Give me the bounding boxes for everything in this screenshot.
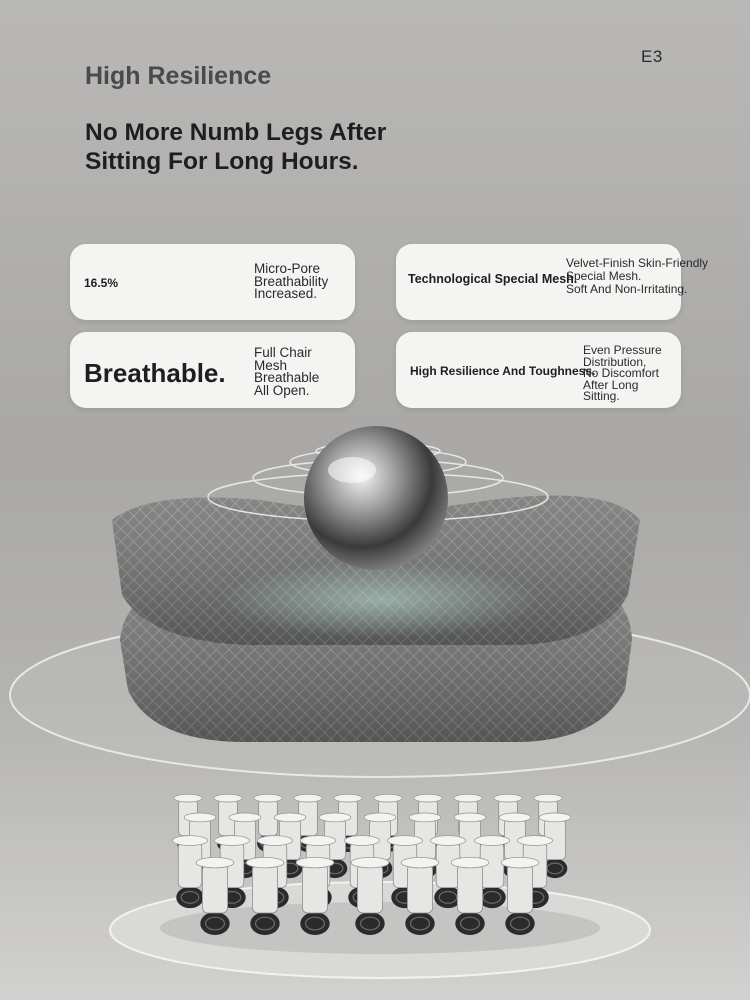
feature-description-line: Micro-Pore xyxy=(254,261,321,276)
feature-description-line: Full Chair xyxy=(254,345,312,360)
feature-description-line: Distribution, xyxy=(583,354,647,369)
feature-key: 16.5% xyxy=(84,276,119,290)
feature-description-line: Velvet-Finish Skin-Friendly xyxy=(566,256,709,270)
feature-key: High Resilience And Toughness. xyxy=(410,364,596,378)
feature-key: Breathable. xyxy=(84,358,226,388)
feature-description xyxy=(254,263,328,301)
feature-description-line: Breathable xyxy=(254,370,320,385)
feature-key: Technological Special Mesh. xyxy=(408,272,578,286)
section-subtitle: High Resilience xyxy=(85,62,272,90)
feature-card-breathable xyxy=(70,332,355,408)
product-illustration xyxy=(0,420,750,1000)
feature-description xyxy=(583,345,662,403)
feature-description-line: All Open. xyxy=(254,382,310,398)
feature-card-breathability xyxy=(70,244,355,320)
feature-description-line: Special Mesh. xyxy=(566,269,642,283)
feature-description-line: Mesh xyxy=(254,357,288,373)
feature-description-line: Soft And Non-Irritating. xyxy=(566,282,688,296)
feature-description xyxy=(566,257,708,296)
feature-card-resilience xyxy=(396,332,681,408)
feature-card-special-mesh xyxy=(396,244,709,320)
feature-description-line: After Long xyxy=(583,377,639,392)
feature-description-line: Sitting. xyxy=(583,389,620,403)
feature-description xyxy=(254,347,319,397)
feature-description-line: Breathability xyxy=(254,273,329,289)
headline xyxy=(85,118,445,176)
headline-line: No More Numb Legs After xyxy=(85,119,387,146)
chrome-ball xyxy=(304,426,448,570)
model-badge: E3 xyxy=(641,47,663,66)
feature-description-line: Even Pressure xyxy=(583,343,662,357)
feature-description-line: Increased. xyxy=(254,286,318,301)
headline-line: Sitting For Long Hours. xyxy=(85,148,359,175)
feature-description-line: No Discomfort xyxy=(583,366,660,380)
